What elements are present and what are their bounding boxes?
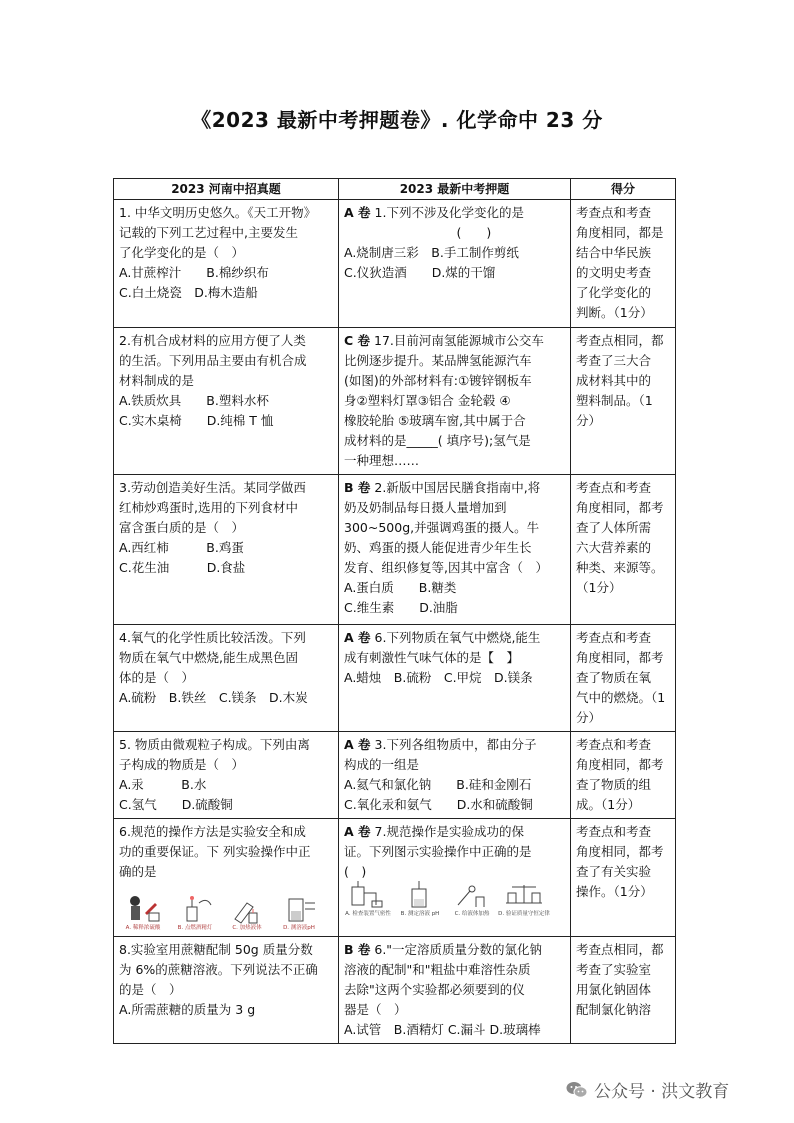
question-line: A.所需蔗糖的质量为 3 g — [119, 1002, 256, 1017]
question-line: 8.实验室用蔗糖配制 50g 质量分数 — [119, 942, 313, 957]
figure-caption: B. 点燃酒精灯 — [177, 925, 213, 931]
question-line: A.硫粉 B.铁丝 C.镁条 D.木炭 — [119, 690, 308, 705]
paper-tag: A 卷 — [344, 824, 371, 839]
question-line: 体的是（ ） — [119, 670, 195, 685]
paper-tag: B 卷 — [344, 942, 371, 957]
question-line: 成有刺激性气味气体的是【 】 — [344, 650, 520, 665]
question-line: 的生活。下列用品主要由有机合成 — [119, 353, 307, 368]
question-line: 物质在氧气中燃烧,能生成黑色固 — [119, 650, 298, 665]
score-line: 考查点相同，都 — [576, 942, 664, 957]
question-line: 功的重要保证。下 列实验操作中正 — [119, 844, 311, 859]
question-line: 300~500g,并强调鸡蛋的摄人。牛 — [344, 520, 540, 535]
question-line: 比例逐步提升。某品牌氢能源汽车 — [344, 353, 532, 368]
figure-row — [119, 888, 333, 932]
score-line: 六大营养素的 — [576, 540, 652, 555]
score-line: 角度相同，都考 — [576, 757, 664, 772]
question-line: 的是（ ） — [119, 982, 182, 997]
score-line: 判断。（1分） — [576, 305, 653, 320]
figure-caption: D. 测溶液pH — [283, 925, 315, 931]
score-line: 考查了三大合 — [576, 353, 652, 368]
experiment-figure — [344, 879, 392, 918]
question-line: A.汞 B.水 — [119, 777, 207, 792]
score-line: 分） — [576, 710, 602, 725]
score-line: 角度相同，都考 — [576, 844, 664, 859]
question-line: C.花生油 D.食盐 — [119, 560, 246, 575]
score-line: 查了有关实验 — [576, 864, 652, 879]
question-line: 材料制成的是 — [119, 373, 195, 388]
table-row — [114, 625, 676, 732]
prediction-question-cell — [339, 200, 571, 328]
figure-caption: A. 检查装置气密性 — [345, 911, 391, 917]
question-line: 确的是 — [119, 864, 157, 879]
question-line: A.试管 B.酒精灯 C.漏斗 D.玻璃棒 — [344, 1022, 541, 1037]
page-title: 《2023 最新中考押题卷》. 化学命中 23 分 — [191, 108, 603, 132]
question-line: A.西红柿 B.鸡蛋 — [119, 540, 244, 555]
question-line: C.实木桌椅 D.纯棉 T 恤 — [119, 413, 274, 428]
experiment-figure — [448, 879, 496, 918]
score-line: 成材料其中的 — [576, 373, 652, 388]
lab-apparatus-icon — [502, 879, 546, 911]
question-line: A.甘蔗榨汁 B.棉纱织布 — [119, 265, 269, 280]
question-line: 6.规范的操作方法是实验安全和成 — [119, 824, 306, 839]
score-cell — [571, 937, 676, 1044]
question-line: 发育、组织修复等,因其中富含（ ） — [344, 560, 548, 575]
table-row — [114, 819, 676, 937]
table-header-row — [114, 179, 676, 200]
score-line: 分） — [576, 413, 602, 428]
question-line: ( ) — [344, 864, 367, 879]
score-line: 考查点和考查 — [576, 480, 652, 495]
question-line: 17.目前河南氢能源城市公交车 — [374, 333, 544, 348]
question-line: 奶、鸡蛋的摄人能促进青少年生长 — [344, 540, 532, 555]
exam-question-cell — [114, 625, 339, 732]
experiment-figure — [171, 893, 219, 932]
watermark — [566, 1077, 729, 1102]
exam-question-cell — [114, 819, 339, 937]
score-line: 查了人体所需 — [576, 520, 652, 535]
prediction-question-cell — [339, 819, 571, 937]
question-line: 了化学变化的是（ ） — [119, 245, 245, 260]
question-line: A.蜡烛 B.硫粉 C.甲烷 D.镁条 — [344, 670, 533, 685]
score-cell — [571, 819, 676, 937]
score-line: 考查了实验室 — [576, 962, 652, 977]
question-line: 红柿炒鸡蛋时,选用的下列食材中 — [119, 500, 298, 515]
prediction-question-cell — [339, 475, 571, 625]
score-line: 考查点和考查 — [576, 630, 652, 645]
paper-tag: B 卷 — [344, 480, 371, 495]
score-line: 操作。（1分） — [576, 884, 653, 899]
prediction-question-cell — [339, 937, 571, 1044]
question-line: C.氢气 D.硫酸铜 — [119, 797, 233, 812]
figure-caption: A. 稀释浓硫酸 — [125, 925, 161, 931]
table-row — [114, 475, 676, 625]
prediction-question-cell — [339, 625, 571, 732]
score-line: 查了物质在氧 — [576, 670, 652, 685]
score-line: 成。（1分） — [576, 797, 641, 812]
question-line: 器是（ ） — [344, 1002, 407, 1017]
comparison-table — [113, 178, 676, 1044]
column-header: 2023 最新中考押题 — [339, 179, 571, 200]
column-header: 2023 河南中招真题 — [114, 179, 339, 200]
question-line: 4.氧气的化学性质比较活泼。下列 — [119, 630, 306, 645]
score-line: 角度相同，都是 — [576, 225, 664, 240]
exam-question-cell — [114, 475, 339, 625]
question-line: C.维生素 D.油脂 — [344, 600, 458, 615]
figure-caption: C. 给液体加热 — [454, 911, 490, 917]
score-cell — [571, 200, 676, 328]
question-line: 5. 物质由微观粒子构成。下列由离 — [119, 737, 310, 752]
question-line: 2.新版中国居民膳食指南中,将 — [374, 480, 541, 495]
question-line: 身②塑料灯罩③铝合 金轮毂 ④ — [344, 393, 511, 408]
paper-tag: C 卷 — [344, 333, 371, 348]
question-line: 溶液的配制"和"粗盐中难溶性杂质 — [344, 962, 531, 977]
experiment-figure — [275, 893, 323, 932]
question-line: C.氧化汞和氨气 D.水和硫酸铜 — [344, 797, 533, 812]
prediction-question-cell — [339, 328, 571, 475]
score-line: 角度相同，都考 — [576, 650, 664, 665]
question-line: A.蛋白质 B.糖类 — [344, 580, 457, 595]
question-line: ( ) — [344, 225, 492, 240]
table-row — [114, 937, 676, 1044]
score-line: 了化学变化的 — [576, 285, 652, 300]
experiment-figure — [396, 879, 444, 918]
question-line: A.氦气和氯化钠 B.硅和金刚石 — [344, 777, 532, 792]
score-line: 用氯化钠固体 — [576, 982, 652, 997]
lab-apparatus-icon — [173, 893, 217, 925]
score-cell — [571, 625, 676, 732]
question-line: C.仪狄造酒 D.煤的干馏 — [344, 265, 496, 280]
exam-question-cell — [114, 328, 339, 475]
question-line: 富含蛋白质的是（ ） — [119, 520, 245, 535]
score-cell — [571, 475, 676, 625]
score-line: 考查点和考查 — [576, 205, 652, 220]
lab-apparatus-icon — [277, 893, 321, 925]
figure-row — [344, 888, 565, 918]
paper-tag: A 卷 — [344, 737, 371, 752]
lab-apparatus-icon — [450, 879, 494, 911]
question-line: C.白土烧瓷 D.梅木造船 — [119, 285, 258, 300]
experiment-figure — [119, 893, 167, 932]
score-line: （1分） — [576, 580, 622, 595]
paper-tag: A 卷 — [344, 205, 371, 220]
question-line: 成材料的是_____( 填序号);氢气是 — [344, 433, 531, 448]
table-row — [114, 200, 676, 328]
score-line: 种类、来源等。 — [576, 560, 664, 575]
question-line: 1. 中华文明历史悠久。《天工开物》 — [119, 205, 317, 220]
score-cell — [571, 732, 676, 819]
exam-question-cell — [114, 732, 339, 819]
exam-question-cell — [114, 200, 339, 328]
experiment-figure — [500, 879, 548, 918]
question-line: 去除"这两个实验都必须要到的仪 — [344, 982, 525, 997]
question-line: 奶及奶制品每日摄人量增加到 — [344, 500, 507, 515]
paper-tag: A 卷 — [344, 630, 371, 645]
score-line: 角度相同，都考 — [576, 500, 664, 515]
question-line: 6."一定溶质质量分数的氯化钠 — [374, 942, 543, 957]
question-line: A.烧制唐三彩 B.手工制作剪纸 — [344, 245, 519, 260]
prediction-question-cell — [339, 732, 571, 819]
table-row — [114, 732, 676, 819]
question-line: 记载的下列工艺过程中,主要发生 — [119, 225, 298, 240]
question-line: 证。下列图示实验操作中正确的是 — [344, 844, 532, 859]
question-line: 子构成的物质是（ ） — [119, 757, 245, 772]
exam-question-cell — [114, 937, 339, 1044]
lab-apparatus-icon — [225, 893, 269, 925]
figure-caption: C. 加热液体 — [232, 925, 262, 931]
lab-apparatus-icon — [398, 879, 442, 911]
table-row — [114, 328, 676, 475]
score-line: 的文明史考查 — [576, 265, 652, 280]
experiment-figure — [223, 893, 271, 932]
score-line: 考查点相同，都 — [576, 333, 664, 348]
figure-caption: B. 测定溶液 pH — [400, 911, 440, 917]
score-cell — [571, 328, 676, 475]
question-line: 3.劳动创造美好生活。某同学做西 — [119, 480, 306, 495]
question-line: (如图)的外部材料有:①镀锌钢板车 — [344, 373, 532, 388]
score-line: 考查点和考查 — [576, 824, 652, 839]
question-line: 为 6%的蔗糖溶液。下列说法不正确 — [119, 962, 318, 977]
question-line: 橡胶轮胎 ⑤玻璃车窗,其中属于合 — [344, 413, 526, 428]
score-line: 考查点和考查 — [576, 737, 652, 752]
score-line: 塑料制品。（1 — [576, 393, 653, 408]
figure-caption: D. 验证质量守恒定律 — [498, 911, 550, 917]
question-line: 6.下列物质在氧气中燃烧,能生 — [374, 630, 541, 645]
question-line: 3.下列各组物质中，都由分子 — [374, 737, 537, 752]
question-line: 构成的一组是 — [344, 757, 420, 772]
score-line: 气中的燃烧。（1 — [576, 690, 666, 705]
question-line: 7.规范操作是实验成功的保 — [374, 824, 524, 839]
question-line: 一种理想…… — [344, 453, 420, 468]
score-line: 结合中华民族 — [576, 245, 652, 260]
score-line: 配制氯化钠溶 — [576, 1002, 652, 1017]
column-header: 得分 — [571, 179, 676, 200]
lab-apparatus-icon — [346, 879, 390, 911]
lab-apparatus-icon — [121, 893, 165, 925]
question-line: A.铁质炊具 B.塑料水杯 — [119, 393, 269, 408]
wechat-icon — [566, 1081, 588, 1099]
question-line: 2.有机合成材料的应用方便了人类 — [119, 333, 306, 348]
score-line: 查了物质的组 — [576, 777, 652, 792]
watermark-text: 公众号 · 洪文教育 — [594, 1082, 730, 1102]
question-line: 1.下列不涉及化学变化的是 — [374, 205, 524, 220]
